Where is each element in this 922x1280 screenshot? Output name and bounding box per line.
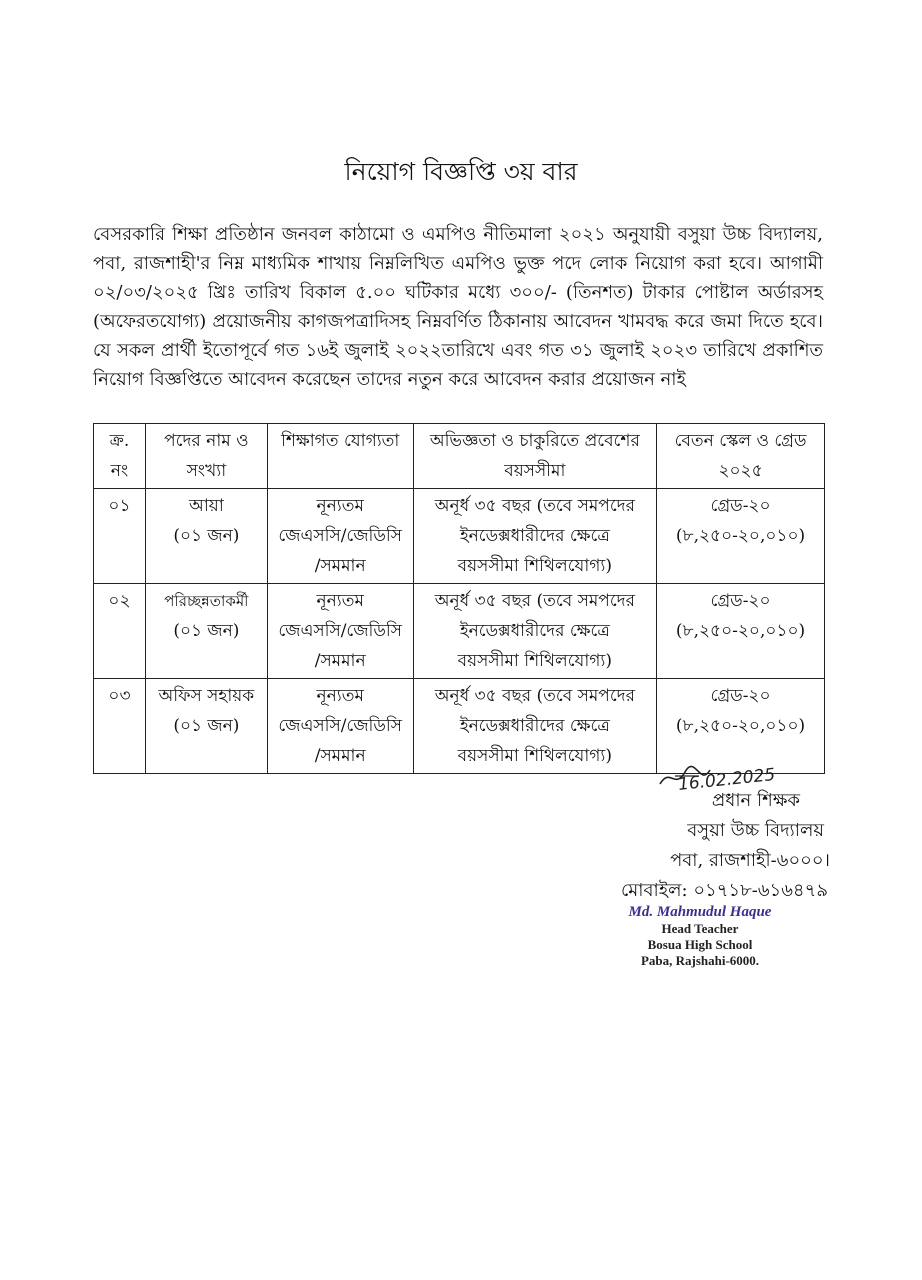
experience-line: বয়সসীমা শিথিলযোগ্য) [457,651,612,671]
header-qualification-line: শিক্ষাগত যোগ্যতা [281,431,400,451]
salary-grade: গ্রেড-২০ [710,496,771,516]
stamp-title: Head Teacher [661,921,739,936]
cell-experience [413,489,657,584]
cell-post [145,584,267,679]
post-count: (০১ জন) [173,526,240,546]
signature-address: পবা, রাজশাহী-৬০০০। [670,850,830,871]
post-count: (০১ জন) [173,716,240,736]
table-header-row [94,424,825,489]
post-name: পরিচ্ছন্নতাকর্মী [164,592,249,610]
cell-experience [413,679,657,774]
experience-line: ইনডেক্সধারীদের ক্ষেত্রে [459,716,610,736]
header-salary-line: বেতন স্কেল ও গ্রেড [674,431,807,451]
signature-date: 16.02.2025 [677,764,777,796]
qualification-line: জেএসসি/জেডিসি [278,526,403,546]
signature-school: বসুয়া উচ্চ বিদ্যালয় [687,820,824,841]
post-name: অফিস সহায়ক [158,686,255,706]
experience-line: অনূর্ধ ৩৫ বছর (তবে সমপদের [434,591,635,611]
experience-line: বয়সসীমা শিথিলযোগ্য) [457,746,612,766]
cell-qualification [267,679,413,774]
salary-scale: (৮,২৫০-২০,০১০) [675,526,806,546]
cell-salary [657,489,825,584]
qualification-line: /সমমান [314,556,366,576]
cell-qualification [267,489,413,584]
posts-table [93,423,825,774]
salary-scale: (৮,২৫০-২০,০১০) [675,716,806,736]
cell-salary [657,584,825,679]
cell-post [145,489,267,584]
qualification-line: /সমমান [314,746,366,766]
header-salary-line: ২০২৫ [718,461,763,481]
cell-serial: ০১ [94,489,146,584]
qualification-line: নূন্যতম [316,591,364,611]
table-row [94,489,825,584]
header-post-line: সংখ্যা [186,461,227,481]
cell-post [145,679,267,774]
experience-line: অনূর্ধ ৩৫ বছর (তবে সমপদের [434,686,635,706]
post-count: (০১ জন) [173,621,240,641]
official-stamp [600,904,800,969]
header-post [145,424,267,489]
header-qualification [267,424,413,489]
signature-designation: প্রধান শিক্ষক [711,790,800,811]
notice-intro: বেসরকারি শিক্ষা প্রতিষ্ঠান জনবল কাঠামো ও এমপিও নীতিমালা ২০২১ অনুযায়ী বসুয়া উচ্চ বিদ্যালয়, পবা, রাজশাহী'র নিম্ন মাধ্যমিক শাখায় নিম্নলিখিত এমপিও ভুক্ত পদে লোক নিয়োগ করা হবে। আগামী ০২/০৩/২০২৫ খ্রিঃ তারিখ বিকাল ৫.০০ ঘটিকার মধ্যে ৩০০/- (তিনশত) টাকার পোষ্টাল অর্ডারসহ (অফেরতযোগ্য) প্রয়োজনীয় কাগজপত্রাদিসহ নিম্নবর্ণিত ঠিকানায় আবেদন খামবদ্ধ করে জমা দিতে হবে। যে সকল প্রার্থী ইতোপূর্বে গত ১৬ই জুলাই ২০২২তারিখে এবং গত ৩১ জুলাই ২০২৩ তারিখে প্রকাশিত নিয়োগ বিজ্ঞপ্তিতে আবেদন করেছেন তাদের নতুন করে আবেদন করার প্রয়োজন নাই [93,224,823,390]
table-row [94,679,825,774]
cell-salary [657,679,825,774]
experience-line: ইনডেক্সধারীদের ক্ষেত্রে [459,526,610,546]
header-serial-line: ক্র. [109,431,130,451]
experience-line: বয়সসীমা শিথিলযোগ্য) [457,556,612,576]
post-name: আয়া [188,496,224,516]
stamp-address: Paba, Rajshahi-6000. [640,953,760,968]
qualification-line: নূন্যতম [316,496,364,516]
header-experience-line: অভিজ্ঞতা ও চাকুরিতে প্রবেশের [429,431,640,451]
qualification-line: জেএসসি/জেডিসি [278,621,403,641]
cell-serial: ০৩ [94,679,146,774]
salary-scale: (৮,২৫০-২০,০১০) [675,621,806,641]
stamp-name: Md. Mahmudul Haque [628,904,772,920]
header-serial-line: নং [110,461,129,481]
header-salary [657,424,825,489]
header-serial [94,424,146,489]
qualification-line: /সমমান [314,651,366,671]
table-row [94,584,825,679]
experience-line: অনূর্ধ ৩৫ বছর (তবে সমপদের [434,496,635,516]
salary-grade: গ্রেড-২০ [710,686,771,706]
signature-mobile: মোবাইল: ০১৭১৮-৬১৬৪৭৯ [621,880,828,901]
experience-line: ইনডেক্সধারীদের ক্ষেত্রে [459,621,610,641]
qualification-line: জেএসসি/জেডিসি [278,716,403,736]
cell-serial: ০২ [94,584,146,679]
header-post-line: পদের নাম ও [164,431,249,451]
stamp-school: Bosua High School [647,937,753,952]
header-experience-line: বয়সসীমা [504,461,566,481]
cell-qualification [267,584,413,679]
qualification-line: নূন্যতম [316,686,364,706]
cell-experience [413,584,657,679]
notice-title: নিয়োগ বিজ্ঞপ্তি ৩য় বার [344,157,578,186]
salary-grade: গ্রেড-২০ [710,591,771,611]
header-experience [413,424,657,489]
